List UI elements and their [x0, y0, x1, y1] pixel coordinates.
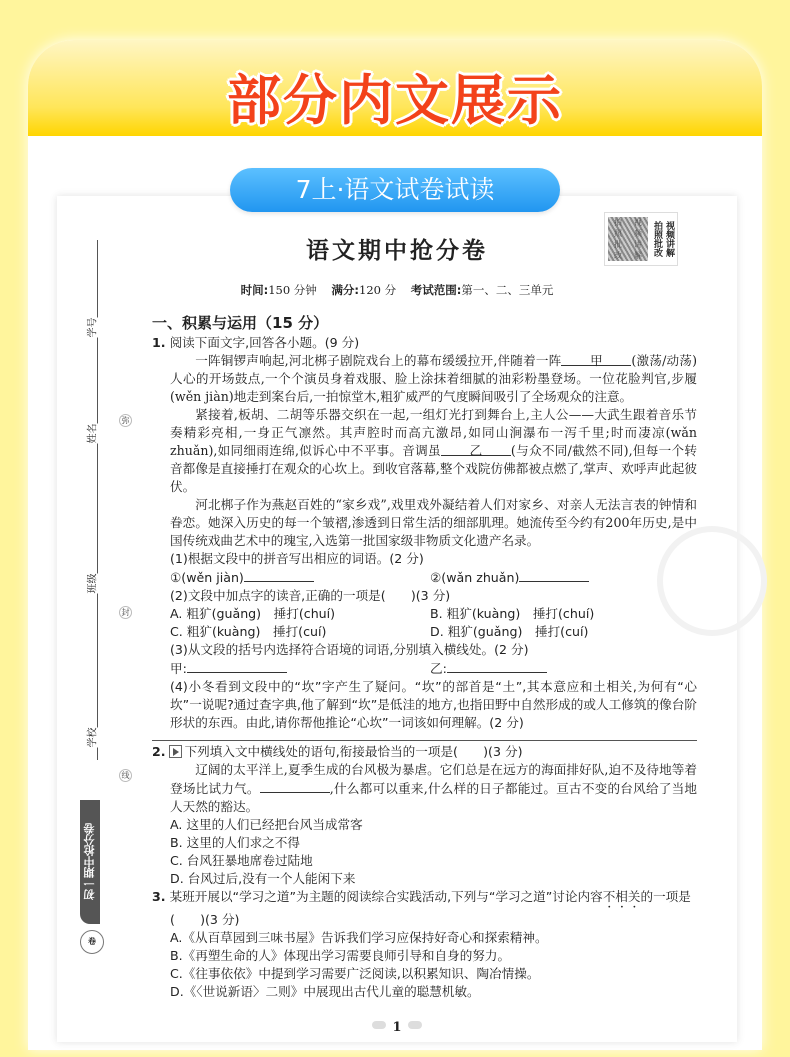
subquestion-4: (4)小冬看到文段中的“坎”字产生了疑问。“坎”的部首是“土”,其本意应和土相关,为何有“心坎”一说呢?通过查字典,他了解到“坎”是低洼的地方,也指田野中自然形成的或人工修筑的像台阶形状的东西。由此,请你帮他推论“心坎”一词该如何理解。(2 分) — [170, 679, 697, 730]
qr-char: 拍 — [614, 218, 622, 227]
option-b: B.《再塑生命的人》体现出学习需要良师引导和自身的努力。 — [170, 948, 511, 963]
qr-char: 频 — [634, 229, 642, 238]
school-label: 学校 — [82, 728, 101, 748]
paper-title: 语文期中抢分卷 — [306, 237, 488, 264]
subquestion-1: (1)根据文段中的拼音写出相应的词语。(2 分) — [170, 551, 424, 566]
page-deco-left — [372, 1021, 386, 1029]
page-number — [57, 1020, 737, 1036]
answer-row — [152, 568, 697, 587]
option-d: D. 粗犷(guǎng) 捶打(cuí) — [430, 624, 589, 639]
option-d: D. 台风过后,没有一个人能闲下来 — [170, 871, 356, 886]
score-label: 满分: — [331, 283, 360, 297]
answer-row — [152, 659, 697, 678]
qr-char: 讲 — [634, 240, 642, 249]
option-c: C. 台风狂暴地席卷过陆地 — [170, 853, 313, 868]
range-label: 考试范围: — [410, 283, 462, 297]
page-deco-right — [408, 1021, 422, 1029]
question-number: 1. — [152, 335, 166, 350]
option-c: C.《往事依依》中提到学习需要广泛阅读,以积累知识、陶冶情操。 — [170, 966, 540, 981]
passage-text: 一阵铜锣声响起,河北梆子剧院戏台上的幕布缓缓拉开,伴随着一阵 — [195, 353, 562, 368]
passage-text: (与众不同/截然不同),但每一个转音都像是直接捶打在观众的心坎上。到收官落幕,整个戏院仿佛都被点燃了,掌声、欢呼声此起彼伏。 — [170, 443, 697, 494]
answer-blank[interactable] — [447, 659, 547, 673]
brand-logo: 卷 — [80, 930, 104, 954]
exam-content — [152, 312, 697, 1001]
fill-blank — [260, 779, 330, 793]
option-b: B. 这里的人们求之不得 — [170, 835, 300, 850]
qr-labels — [652, 221, 674, 257]
class-label: 班级 — [82, 574, 101, 594]
student-id-label: 学号 — [82, 318, 101, 338]
name-label: 姓名 — [82, 424, 101, 444]
option-a: A.《从百草园到三味书屋》告诉我们学习应保持好奇心和探索精神。 — [170, 930, 548, 945]
question-2 — [152, 743, 697, 761]
option-c: C. 粗犷(kuàng) 捶打(cuí) — [170, 624, 327, 639]
section-score: 15 — [272, 314, 293, 332]
passage-paragraph — [170, 352, 697, 406]
section-heading-end: 分） — [292, 314, 329, 332]
question-number: 3. — [152, 889, 166, 904]
time-value: 150 分钟 — [268, 283, 317, 297]
range-value: 第一、二、三单元 — [461, 283, 554, 297]
qr-label-photo: 拍照批改 — [652, 221, 662, 257]
section-heading-text: 一、积累与运用（ — [152, 314, 273, 332]
exam-meta — [57, 282, 737, 298]
question-1 — [152, 334, 697, 352]
passage-paragraph — [152, 761, 697, 816]
question-stem: 阅读下面文字,回答各小题。(9 分) — [169, 335, 360, 350]
section-pill: 7上·语文试卷试读 — [230, 168, 560, 212]
answer-label: ②(wǎn zhuǎn) — [430, 570, 520, 585]
qr-code-box[interactable] — [604, 212, 678, 266]
qr-code-icon[interactable] — [608, 217, 648, 261]
passage-text: 紧接着,板胡、二胡等乐器交织在一起,一组灯光打到舞台上,主人公——大武生跟着音乐节奏精彩亮相,一身正气凛然。其声腔时而高亢激昂,如同山涧瀑布一泻千里;时而凄凉(wǎn zhuǎn),如同细雨连绵,似诉心中不平事。音调虽 — [170, 407, 697, 458]
score-value: 120 分 — [359, 283, 397, 297]
blank-jia: 甲 — [561, 352, 631, 366]
page-number-text: 1 — [392, 1020, 402, 1035]
passage-text: ,什么都可以重来,什么样的日子都能过。亘古不变的台风给了当地人天然的豁达。 — [170, 781, 698, 814]
video-play-icon[interactable] — [169, 745, 182, 758]
answer-divider — [152, 740, 697, 741]
qr-char: 解 — [634, 251, 642, 260]
answer-label: ①(wěn jiàn) — [170, 570, 244, 585]
answer-label: 乙: — [430, 661, 447, 676]
subquestion-2: (2)文段中加点字的读音,正确的一项是( )(3 分) — [170, 588, 451, 603]
options-row — [152, 623, 697, 641]
passage-paragraph: 河北梆子作为燕赵百姓的“家乡戏”,戏里戏外凝结着人们对家乡、对亲人无法言表的钟情和眷恋。她深入历史的每一个皱褶,渗透到日常生活的细部肌理。她流传至今约有200年历史,是中国传统戏曲艺术中的瑰宝,入选第一批国家级非物质文化遗产名录。 — [170, 497, 697, 548]
passage-text: 辽阔的太平洋上,夏季生成的台风极为暴虐。它们总是在远方的海面排好队,迫不及待地等着登场比试力气。 — [170, 762, 697, 796]
time-label: 时间: — [240, 283, 269, 297]
option-d: D.《〈世说新语〉二则》中展现出古代儿童的聪慧机敏。 — [170, 984, 480, 999]
emphasized-text: 不相关 — [602, 889, 641, 904]
qr-label-video: 视频讲解 — [664, 221, 674, 257]
binding-margin — [83, 196, 157, 1038]
seal-char-mi: 弥 — [119, 414, 132, 427]
question-3 — [152, 888, 697, 929]
question-number: 2. — [152, 744, 166, 759]
qr-char: 改 — [614, 251, 622, 260]
option-b: B. 粗犷(kuàng) 捶打(chuí) — [430, 606, 595, 621]
seal-char-xian: 线 — [119, 769, 132, 782]
subquestion-3: (3)从文段的括号内选择符合语境的词语,分别填入横线处。(2 分) — [170, 642, 529, 657]
answer-blank[interactable] — [244, 568, 314, 582]
qr-char: 视 — [634, 218, 642, 227]
qr-char: 照 — [614, 229, 622, 238]
exam-paper — [57, 196, 737, 1042]
answer-blank[interactable] — [519, 568, 589, 582]
banner-title: 部分内文展示 — [227, 69, 563, 132]
series-tab: 初一期中抢分卷 — [80, 800, 100, 924]
options-row — [152, 605, 697, 623]
qr-char: 批 — [614, 240, 622, 249]
passage-paragraph — [170, 406, 697, 496]
section-heading — [152, 312, 697, 334]
question-stem: 下列填入文中横线处的语句,衔接最恰当的一项是( )(3 分) — [184, 744, 523, 759]
passage-text: (激荡/动荡)人心的开场鼓点,一个个演员身着戏服、脸上涂抹着细腻的油彩粉墨登场。一位花脸判官,步履(wěn jiàn)地走到案台后,一拍惊堂木,粗犷威严的气度瞬间吸引了全场观众的注意。 — [170, 353, 697, 404]
option-a: A. 这里的人们已经把台风当成常客 — [170, 817, 363, 832]
answer-blank[interactable] — [187, 659, 287, 673]
question-stem: 的一项是( )(3 分) — [170, 889, 691, 927]
blank-yi: 乙 — [441, 442, 511, 456]
answer-label: 甲: — [170, 661, 187, 676]
option-a: A. 粗犷(guǎng) 捶打(chuí) — [170, 606, 336, 621]
question-stem: 某班开展以“学习之道”为主题的阅读综合实践活动,下列与“学习之道”讨论内容 — [169, 889, 603, 904]
seal-char-feng: 封 — [119, 606, 132, 619]
